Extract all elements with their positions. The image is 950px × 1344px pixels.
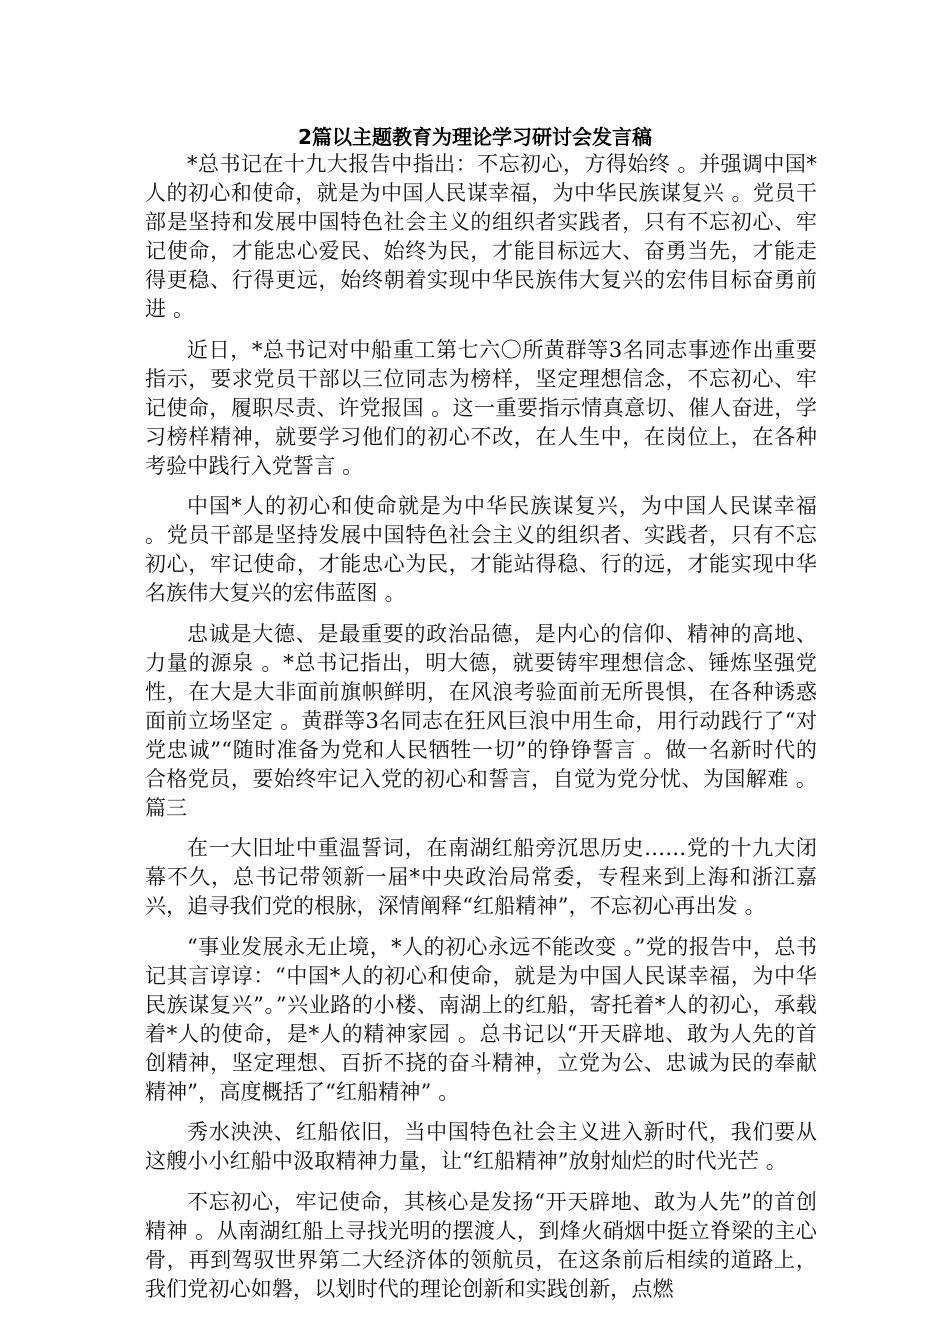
- document-body: [145, 150, 817, 1315]
- paragraph: 在一大旧址中重温誓词，在南湖红船旁沉思历史……党的十九大闭幕不久，总书记带领新一届*中央政治局常委，专程来到上海和浙江嘉兴，追寻我们党的根脉，深情阐释“红船精神”，不忘初心再出发 。: [145, 836, 817, 918]
- paragraph: *总书记在十九大报告中指出：不忘初心，方得始终 。并强调中国*人的初心和使命，就是为中国人民谋幸福，为中华民族谋复兴 。党员干部是坚持和发展中国特色社会主义的组织者实践者，只有不忘初心、牢记使命，才能忠心爱民、始终为民，才能目标远大、奋勇当先，才能走得更稳、行得更远，始终朝着实现中华民族伟大复兴的宏伟目标奋勇前进 。: [145, 152, 817, 321]
- paragraph: “事业发展永无止境，*人的初心永远不能改变 。”党的报告中，总书记其言谆谆：“中国*人的初心和使命，就是为中国人民谋幸福，为中华民族谋复兴”。”兴业路的小楼、南湖上的红船，寄托着*人的初心，承载着*人的使命，是*人的精神家园 。总书记以“开天辟地、敢为人先的首创精神，坚定理想、百折不挠的奋斗精神，立党为公、忠诚为民的奉献精神”，高度概括了“红船精神” 。: [145, 934, 817, 1104]
- paragraph: 不忘初心，牢记使命，其核心是发扬“开天辟地、敢为人先”的首创精神 。从南湖红船上寻找光明的摆渡人，到烽火硝烟中挺立脊梁的主心骨，再到驾驭世界第二大经济体的领航员，在这条前后相续的道路上，我们党初心如磐，以划时代的理论创新和实践创新，点燃: [145, 1189, 817, 1301]
- paragraph: 近日，*总书记对中船重工第七六〇所黄群等3名同志事迹作出重要指示，要求党员干部以三位同志为榜样，坚定理想信念，不忘初心、牢记使命，履职尽责、许党报国 。这一重要指示情真意切、催人奋进，学习榜样精神，就要学习他们的初心不改，在人生中，在岗位上，在各种考验中践行入党誓言 。: [145, 337, 817, 478]
- paragraph: 忠诚是大德、是最重要的政治品德，是内心的信仰、精神的高地、力量的源泉 。*总书记指出，明大德，就要铸牢理想信念、锤炼坚强党性，在大是大非面前旗帜鲜明，在风浪考验面前无所畏惧，在各种诱惑面前立场坚定 。黄群等3名同志在狂风巨浪中用生命，用行动践行了“对党忠诚”“随时准备为党和人民牺牲一切”的铮铮誓言 。做一名新时代的合格党员，要始终牢记入党的初心和誓言，自觉为党分忧、为国解难 。篇三: [145, 621, 817, 820]
- paragraph: 中国*人的初心和使命就是为中华民族谋复兴，为中国人民谋幸福 。党员干部是坚持发展中国特色社会主义的组织者、实践者，只有不忘初心，牢记使命，才能忠心为民，才能站得稳、行的远，才能实现中华名族伟大复兴的宏伟蓝图 。: [145, 494, 817, 605]
- paragraph: 秀水泱泱、红船依旧，当中国特色社会主义进入新时代，我们要从这艘小小红船中汲取精神力量，让“红船精神”放射灿烂的时代光芒 。: [145, 1120, 817, 1173]
- document-title: 2篇以主题教育为理论学习研讨会发言稿: [298, 125, 652, 149]
